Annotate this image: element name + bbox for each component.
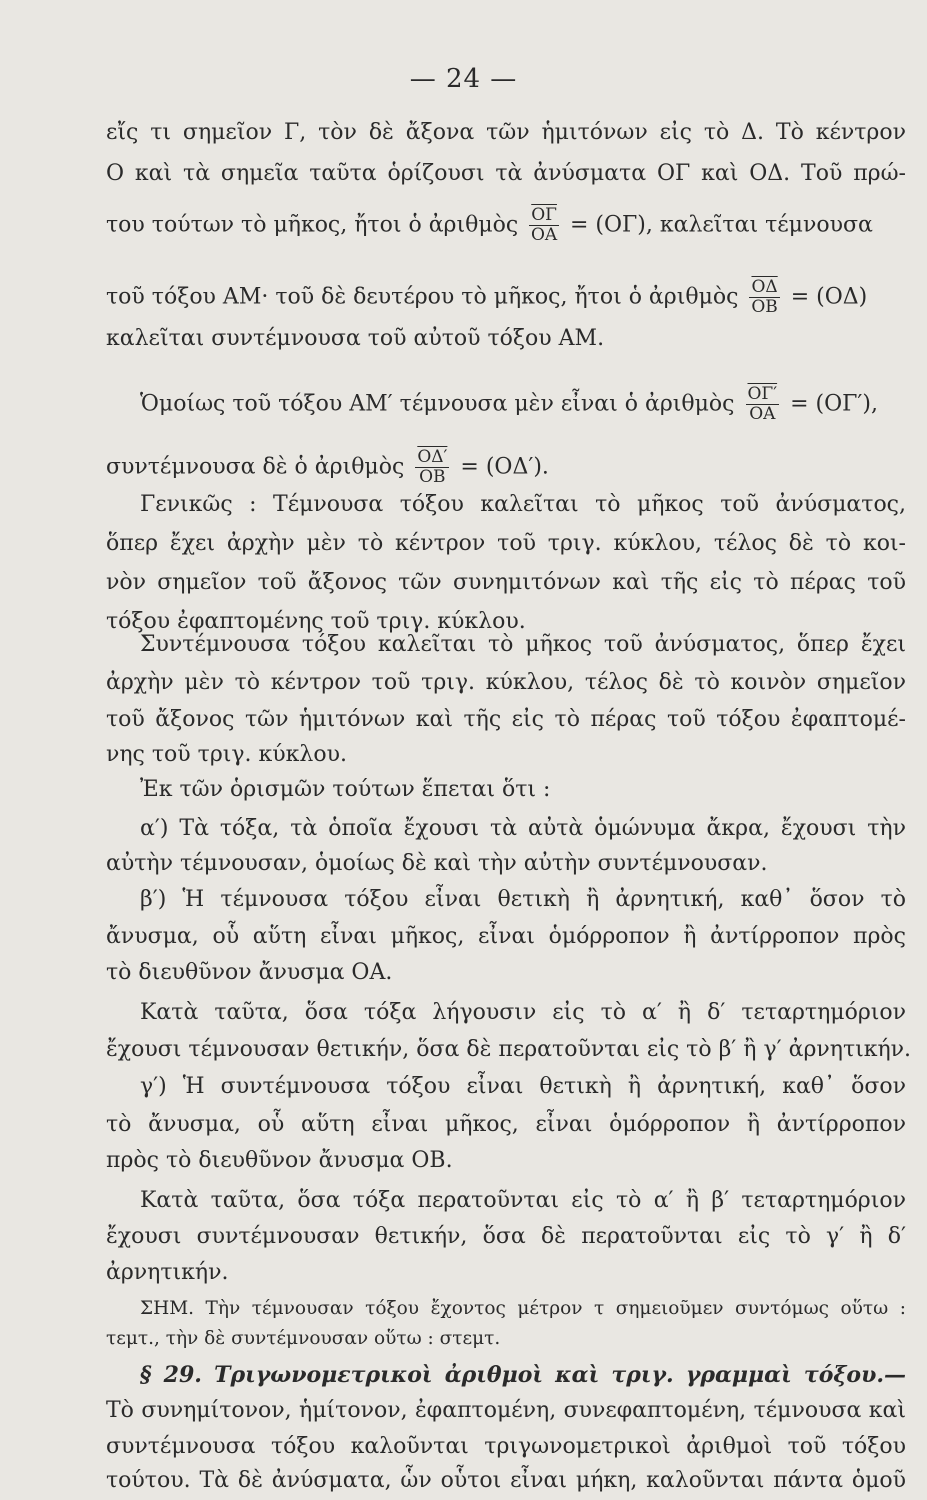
text-line: Ἐκ τῶν ὁρισμῶν τούτων ἕπεται ὅτι :	[140, 777, 551, 802]
text-line: νης τοῦ τριγ. κύκλου.	[106, 742, 347, 767]
text-segment: (ΟΔ′).	[485, 454, 549, 480]
text-segment: συντέμνουσα δὲ ὁ ἀριθμὸς	[106, 454, 405, 480]
fraction-denominator: ΟΑ	[530, 225, 558, 245]
text-line: ἀρχὴν μὲν τὸ κέντρον τοῦ τριγ. κύκλου, τέλος δὲ τὸ κοινὸν σημεῖον	[106, 670, 906, 695]
equals-sign: =	[569, 212, 589, 238]
note-line: ΣΗΜ. Τὴν τέμνουσαν τόξου ἔχοντος μέτρον τ σημειοῦμεν συντόμως οὕτω :	[140, 1298, 906, 1319]
equals-sign: =	[790, 284, 810, 310]
text-line: Συντέμνουσα τόξου καλεῖται τὸ μῆκος τοῦ ἀνύσματος, ὅπερ ἔχει	[140, 632, 906, 657]
text-line-with-fraction	[106, 206, 906, 245]
fraction-denominator: ΟΑ	[749, 404, 776, 424]
text-segment: του τούτων τὸ μῆκος, ἤτοι ὁ ἀριθμὸς	[106, 212, 519, 238]
text-line: συντέμνουσα τόξου καλοῦνται τριγωνομετρικοὶ ἀριθμοὶ τοῦ τόξου	[106, 1434, 906, 1459]
text-line: ἄνυσμα, οὗ αὕτη εἶναι μῆκος, εἶναι ὁμόρροπον ἢ ἀντίρροπον πρὸς	[106, 924, 906, 949]
text-line: ἀρνητικήν.	[106, 1260, 229, 1285]
fraction-denominator: ΟΒ	[751, 297, 778, 317]
text-line: Γενικῶς : Τέμνουσα τόξου καλεῖται τὸ μῆκος τοῦ ἀνύσματος,	[140, 492, 906, 517]
equals-sign: =	[460, 454, 479, 480]
text-line: ἔχουσι τέμνουσαν θετικήν, ὅσα δὲ περατοῦνται εἰς τὸ β′ ἢ γ′ ἀρνητικήν.	[106, 1037, 912, 1062]
text-line: ἔχουσι συντέμνουσαν θετικήν, ὅσα δὲ περατοῦνται εἰς τὸ γ′ ἢ δ′	[106, 1224, 906, 1249]
text-line: νὸν σημεῖον τοῦ ἄξονος τῶν συνημιτόνων καὶ τῆς εἰς τὸ πέρας τοῦ	[106, 570, 906, 595]
text-line: τόξου ἐφαπτομένης τοῦ τριγ. κύκλου.	[106, 609, 526, 634]
text-line: τούτου. Τὰ δὲ ἀνύσματα, ὧν οὗτοι εἶναι μήκη, καλοῦνται πάντα ὁμοῦ	[106, 1468, 906, 1493]
text-segment: Ὁμοίως τοῦ τόξου ΑΜ′ τέμνουσα μὲν εἶναι ὁ ἀριθμὸς	[140, 391, 735, 417]
fraction-od-prime-ob	[415, 448, 449, 487]
fraction-og-prime-oa	[746, 385, 780, 424]
text-segment: (ΟΓ′),	[815, 391, 878, 417]
list-item-beta: β′) Ἡ τέμνουσα τόξου εἶναι θετικὴ ἢ ἀρνητική, καθ᾽ ὅσον τὸ	[140, 887, 906, 912]
text-line: τὸ ἄνυσμα, οὗ αὕτη εἶναι μῆκος, εἶναι ὁμόρροπον ἢ ἀντίρροπον	[106, 1112, 906, 1137]
list-item-gamma: γ′) Ἡ συντέμνουσα τόξου εἶναι θετικὴ ἢ ἀρνητική, καθ᾽ ὅσον	[140, 1074, 906, 1099]
text-line: Κατὰ ταῦτα, ὅσα τόξα περατοῦνται εἰς τὸ α′ ἢ β′ τεταρτημόριον	[140, 1188, 906, 1213]
fraction-numerator: ΟΔ′	[417, 447, 448, 467]
text-line: Ο καὶ τὰ σημεῖα ταῦτα ὁρίζουσι τὰ ἀνύσματα ΟΓ καὶ ΟΔ. Τοῦ πρώ-	[106, 161, 906, 186]
note-line: τεμτ., τὴν δὲ συντέμνουσαν οὕτω : στεμτ.	[106, 1328, 501, 1349]
section-heading: § 29. Τριγωνομετρικοὶ ἀριθμοὶ καὶ τριγ. γραμμαὶ τόξου.—	[140, 1362, 906, 1388]
text-line-with-fraction	[140, 385, 906, 424]
text-line: Τὸ συνημίτονον, ἡμίτονον, ἐφαπτομένη, συνεφαπτομένη, τέμνουσα καὶ	[106, 1398, 906, 1423]
list-item-alpha: α′) Τὰ τόξα, τὰ ὁποῖα ἔχουσι τὰ αὐτὰ ὁμώνυμα ἄκρα, ἔχουσι τὴν	[140, 816, 906, 841]
text-line: πρὸς τὸ διευθῦνον ἄνυσμα ΟΒ.	[106, 1148, 453, 1173]
fraction-od-ob	[749, 278, 779, 317]
equals-sign: =	[790, 391, 809, 417]
text-line: καλεῖται συντέμνουσα τοῦ αὐτοῦ τόξου ΑΜ.	[106, 326, 605, 351]
fraction-denominator: ΟΒ	[419, 467, 446, 487]
text-line: ὅπερ ἔχει ἀρχὴν μὲν τὸ κέντρον τοῦ τριγ. κύκλου, τέλος δὲ τὸ κοι-	[106, 531, 906, 556]
text-line: αὐτὴν τέμνουσαν, ὁμοίως δὲ καὶ τὴν αὐτὴν συντέμνουσαν.	[106, 851, 768, 876]
fraction-numerator: ΟΓ′	[747, 384, 778, 404]
text-line: Κατὰ ταῦτα, ὅσα τόξα λήγουσιν εἰς τὸ α′ ἢ δ′ τεταρτημόριον	[140, 1000, 906, 1025]
text-line-with-fraction	[106, 278, 906, 317]
page-number: — 24 —	[409, 64, 518, 94]
text-line: εἴς τι σημεῖον Γ, τὸν δὲ ἄξονα τῶν ἡμιτόνων εἰς τὸ Δ. Τὸ κέντρον	[106, 120, 906, 145]
text-segment: (ΟΓ), καλεῖται τέμνουσα	[595, 212, 873, 238]
text-line-with-fraction	[106, 448, 906, 487]
text-line: τοῦ ἄξονος τῶν ἡμιτόνων καὶ τῆς εἰς τὸ πέρας τοῦ τόξου ἐφαπτομέ-	[106, 707, 906, 732]
text-line: τὸ διευθῦνον ἄνυσμα ΟΑ.	[106, 960, 393, 985]
text-segment: τοῦ τόξου ΑΜ· τοῦ δὲ δευτέρου τὸ μῆκος, ἤτοι ὁ ἀριθμὸς	[106, 284, 739, 310]
fraction-og-oa	[529, 206, 559, 245]
fraction-numerator: $\overline{O\Gamma}$	[531, 205, 557, 225]
fraction-numerator: $\overline{O\Delta}$	[751, 277, 778, 297]
text-segment: (ΟΔ)	[816, 284, 868, 310]
